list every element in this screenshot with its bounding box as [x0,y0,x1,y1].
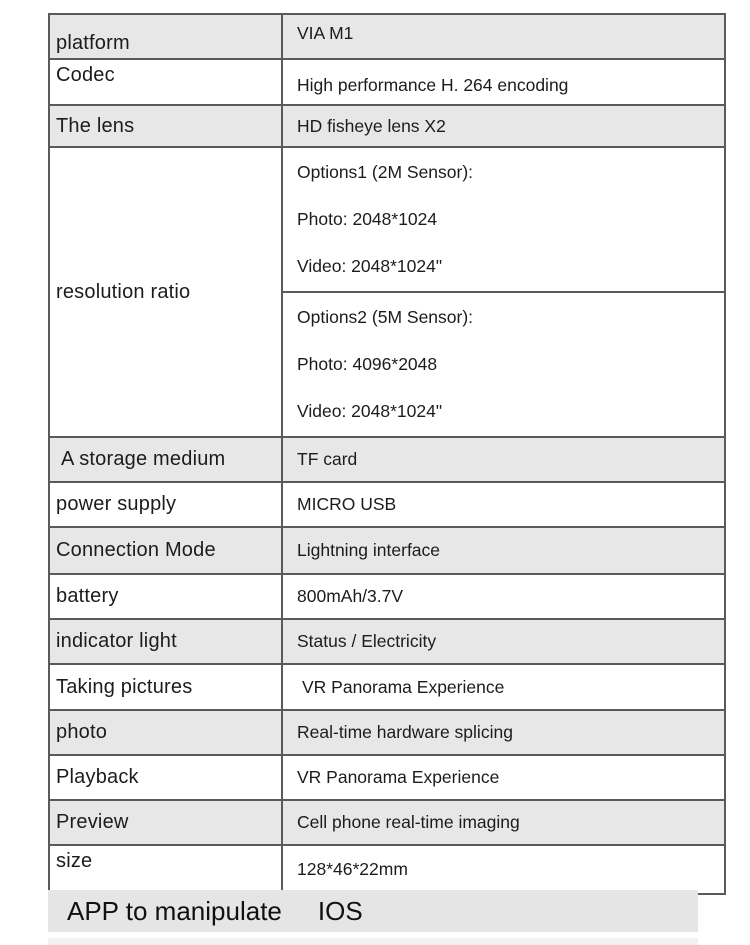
spec-label: Playback [49,755,282,800]
spec-value: VR Panorama Experience [282,755,725,800]
resolution-line: Video: 2048*1024" [297,401,443,421]
footer-os-value: IOS [317,895,363,926]
spec-value: VIA M1 [282,14,725,59]
table-row [49,664,725,710]
table-row [49,527,725,574]
footer-app-label: APP to manipulate [67,895,282,926]
spec-label: Preview [49,800,282,845]
table-row [49,437,725,482]
spec-table [48,13,726,895]
table-row [49,105,725,147]
table-row [49,619,725,664]
resolution-line: Photo: 4096*2048 [297,354,438,374]
spec-label: indicator light [49,619,282,664]
spec-label: power supply [49,482,282,527]
spec-value: TF card [282,437,725,482]
spec-label: resolution ratio [49,147,282,437]
table-row [49,59,725,105]
spec-value: Lightning interface [282,527,725,574]
spec-value: VR Panorama Experience [282,664,725,710]
resolution-line: Photo: 2048*1024 [297,209,438,229]
spec-value: 128*46*22mm [282,845,725,894]
spec-value-options2 [282,292,725,437]
spec-value: Status / Electricity [282,619,725,664]
resolution-line: Options1 (2M Sensor): [297,162,474,182]
table-row [49,14,725,59]
table-row [49,710,725,755]
table-row [49,845,725,894]
spec-label: Connection Mode [49,527,282,574]
spec-value-options1 [282,147,725,292]
table-row [49,800,725,845]
spec-label: photo [49,710,282,755]
spec-label: The lens [49,105,282,147]
footer-strip-divider [48,938,698,945]
spec-value: Cell phone real-time imaging [282,800,725,845]
resolution-line: Video: 2048*1024" [297,256,443,276]
spec-value: MICRO USB [282,482,725,527]
table-row-resolution-options1 [49,147,725,292]
spec-label: Codec [49,59,282,105]
spec-value: Real-time hardware splicing [282,710,725,755]
spec-label: A storage medium [49,437,282,482]
spec-label: platform [49,14,282,59]
spec-label: Taking pictures [49,664,282,710]
table-row [49,755,725,800]
spec-value: 800mAh/3.7V [282,574,725,619]
table-row [49,574,725,619]
spec-value: High performance H. 264 encoding [282,59,725,105]
resolution-line: Options2 (5M Sensor): [297,307,474,327]
spec-label: battery [49,574,282,619]
footer-bar [48,890,698,932]
spec-value: HD fisheye lens X2 [282,105,725,147]
table-row [49,482,725,527]
spec-label: size [49,845,282,894]
